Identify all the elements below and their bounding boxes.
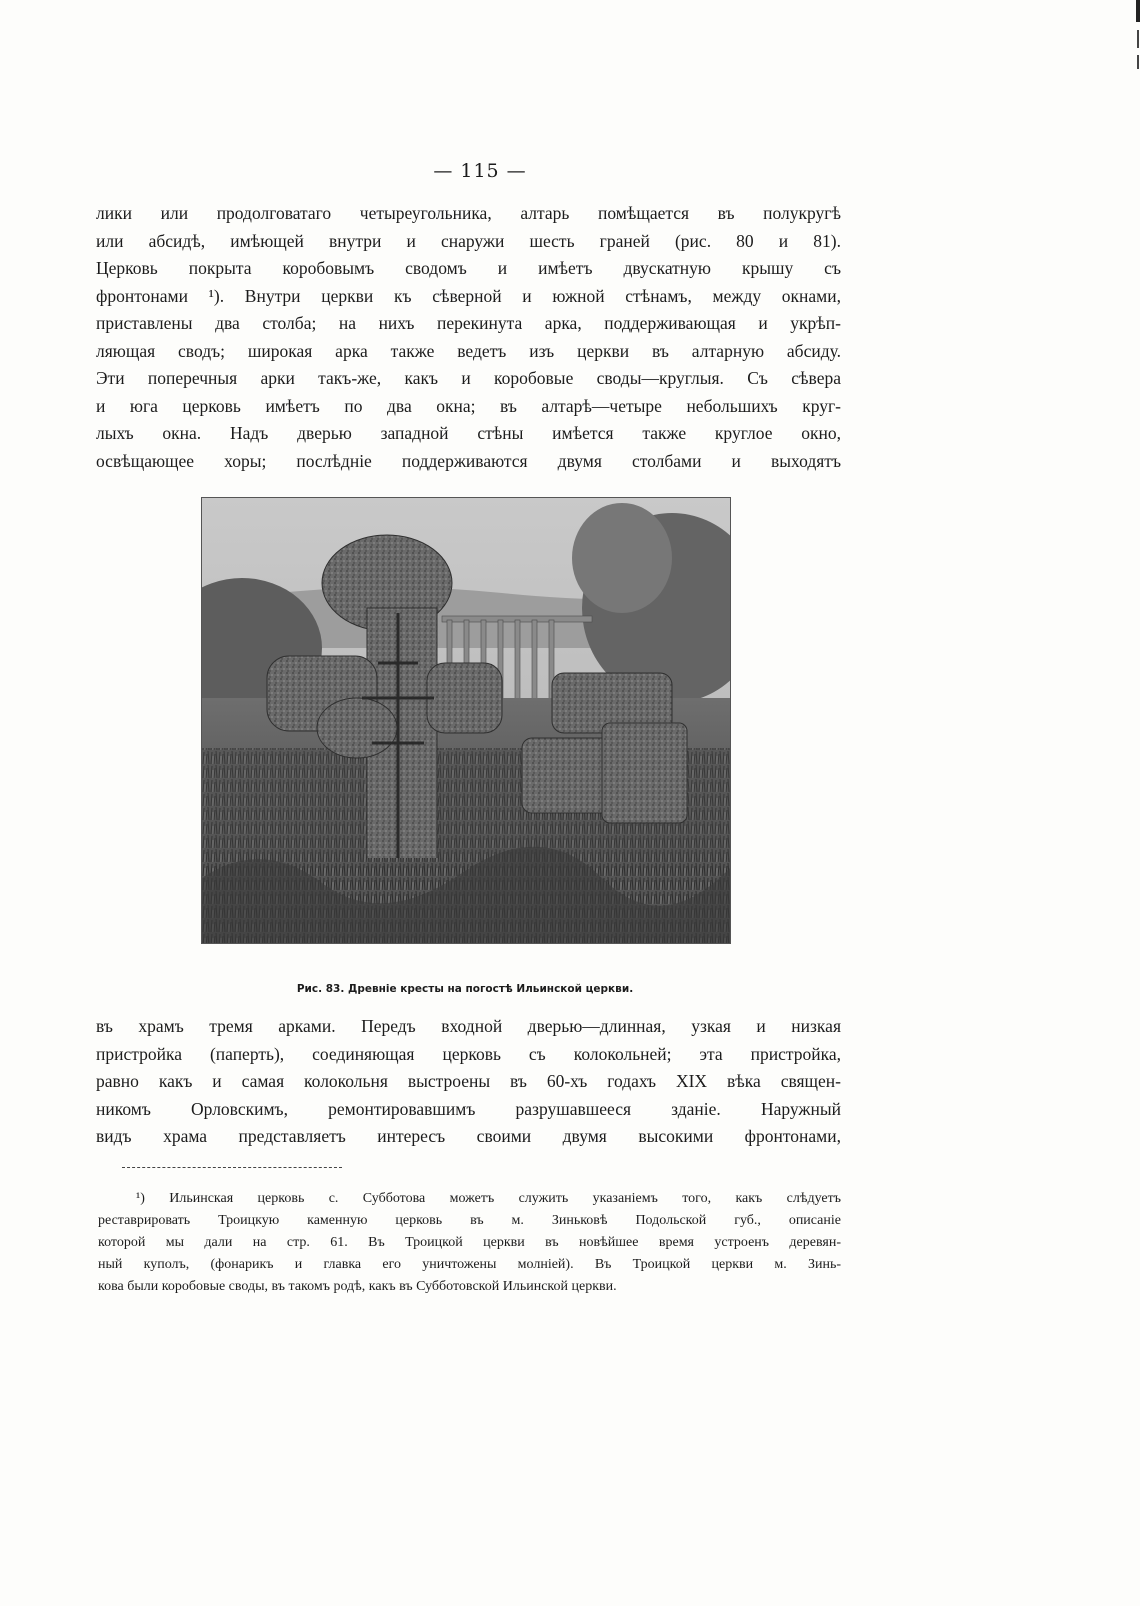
text-line: никомъ Орловскимъ, ремонтировавшимъ разрушавшееся зданіе. Наружный <box>96 1098 841 1119</box>
text-line: Церковь покрыта коробовымъ сводомъ и имѣетъ двускатную крышу съ <box>96 258 841 278</box>
text-line: освѣщающее хоры; послѣдніе поддерживаются двумя столбами и выходятъ <box>96 450 841 471</box>
footnote-line: ¹) Ильинская церковь с. Субботова можетъ служить указаніемъ того, какъ слѣдуетъ <box>136 1191 841 1206</box>
footnote-line: ный куполъ, (фонарикъ и главка его уничтожены молніей). Въ Троицкой церкви м. Зинь- <box>98 1257 841 1272</box>
text-line: ляющая сводъ; широкая арка также ведетъ изъ церкви въ алтарную абсиду. <box>96 340 841 361</box>
text-line: или абсидѣ, имѣющей внутри и снаружи шесть граней (рис. 80 и 81). <box>96 230 841 251</box>
text-line: лики или продолговатаго четыреугольника, алтарь помѣщается въ полукругѣ <box>96 203 841 223</box>
text-line: въ храмъ тремя арками. Передъ входной дверью—длинная, узкая и низкая <box>96 1016 841 1036</box>
text-line: Эти поперечныя арки такъ-же, какъ и коробовые своды—круглыя. Съ сѣвера <box>96 368 841 388</box>
footnote-line: которой мы дали на стр. 61. Въ Троицкой церкви въ новѣйшее время устроенъ деревян- <box>98 1235 841 1250</box>
text-line: видъ храма представляетъ интересъ своими двумя высокими фронтонами, <box>96 1126 841 1146</box>
text-line: приставлены два столба; на нихъ перекинута арка, поддерживающая и укрѣп- <box>96 313 841 333</box>
paragraph-top <box>96 200 841 475</box>
text-line: пристройка (паперть), соединяющая церковь съ колокольней; эта пристройка, <box>96 1043 841 1064</box>
footnote-line: реставрировать Троицкую каменную церковь въ м. Зиньковѣ Подольской губ., описаніе <box>98 1213 841 1228</box>
figure-caption: Рис. 83. Древніе кресты на погостѣ Ильинской церкви. <box>296 983 634 995</box>
photo-ancient-crosses <box>201 497 731 944</box>
text-line: лыхъ окна. Надъ дверью западной стѣны имѣется также круглое окно, <box>96 423 841 443</box>
text-line: и юга церковь имѣетъ по два окна; въ алтарѣ—четыре небольшихъ круг- <box>96 395 841 416</box>
scan-edge-mark <box>1126 0 1140 80</box>
paragraph-bottom <box>96 1013 841 1151</box>
footnote-line: кова были коробовые своды, въ такомъ родѣ, какъ въ Субботовской Ильинской церкви. <box>98 1279 617 1294</box>
page-number: — 115 — <box>433 160 527 182</box>
photo-illustration <box>202 498 730 943</box>
text-line: фронтонами ¹). Внутри церкви къ сѣверной и южной стѣнамъ, между окнами, <box>96 285 841 306</box>
footnote-separator <box>122 1167 342 1168</box>
text-line: равно какъ и самая колокольня выстроены въ 60-хъ годахъ XIX вѣка священ- <box>96 1071 841 1091</box>
footnote <box>98 1188 841 1298</box>
